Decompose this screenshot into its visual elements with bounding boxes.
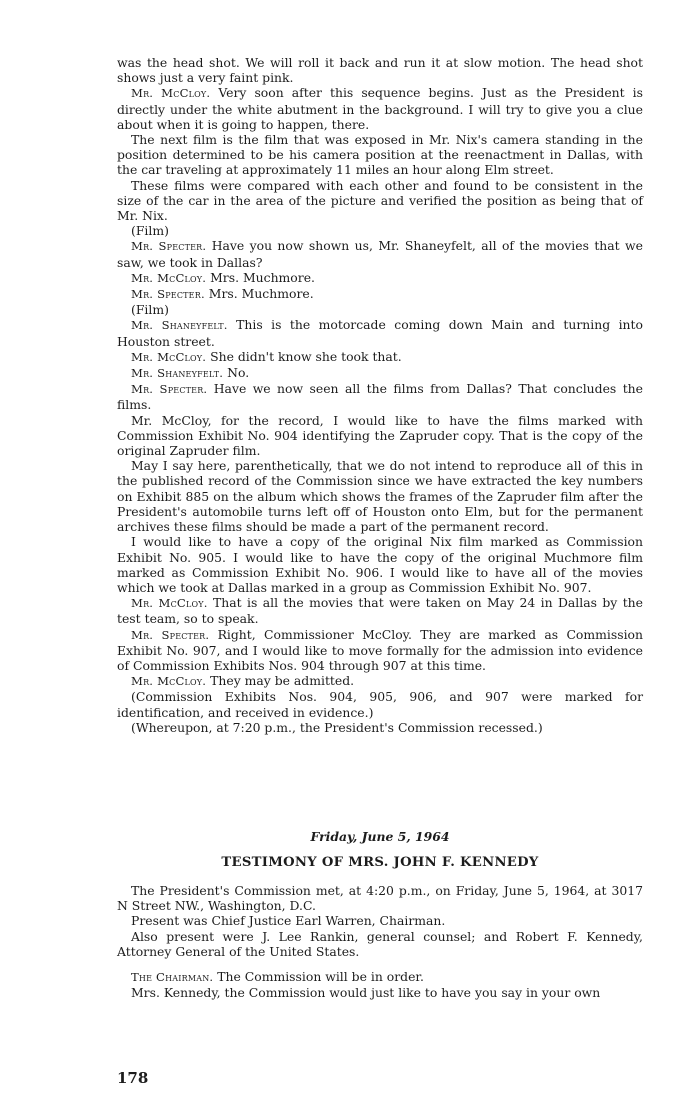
speech-text: She didn't know she took that. — [210, 348, 402, 364]
paragraph: Mrs. Kennedy, the Commission would just like to have you say in your own — [131, 985, 601, 1001]
speech-text: Very soon after this sequence begins. Just as the President is directly under the white abutment in the background. I will try to give you a clue about when it is going to happen, there. — [117, 85, 643, 132]
speaker-label: Mr. McCloy. — [131, 596, 208, 611]
transcript-bottom-section — [117, 883, 643, 1000]
speech-text: This is the motorcade coming down Main and turning into Houston street. — [117, 317, 643, 349]
paragraph: was the head shot. We will roll it back and run it at slow motion. The head shot shows just a very faint pink. — [117, 55, 643, 86]
speaker-label: Mr. Specter. — [131, 382, 208, 397]
paragraph — [117, 365, 643, 381]
paragraph: (Film) — [131, 223, 169, 239]
speaker-label: Mr. Shaneyfelt. — [131, 366, 224, 381]
speech-text: They may be admitted. — [210, 673, 355, 689]
paragraph: May I say here, parenthetically, that we do not intend to reproduce all of this in the published record of the Commission since we have extracted the key numbers on Exhibit 885 on the album which shows the frames of the Zapruder film after the President's automobile turns left off of Houston onto Elm, but for the permanent archives these films should be made a part of the permanent record. — [117, 458, 643, 535]
paragraph — [117, 270, 643, 286]
paragraph — [117, 627, 643, 674]
paragraph — [117, 286, 643, 302]
paragraph — [117, 349, 643, 365]
speech-text: Have we now seen all the films from Dallas? That concludes the films. — [117, 381, 643, 413]
paragraph — [117, 238, 643, 269]
paragraph: These films were compared with each other and found to be consistent in the size of the car in the area of the picture and verified the position as being that of Mr. Nix. — [117, 177, 643, 224]
paragraph: The next film is the film that was exposed in Mr. Nix's camera standing in the position determined to be his camera position at the reenactment in Dallas, with the car traveling at approximately 11 miles an hour along Elm street. — [117, 132, 643, 178]
speech-text: Have you now shown us, Mr. Shaneyfelt, all of the movies that we saw, we took in Dallas? — [117, 238, 643, 270]
paragraph — [117, 673, 643, 689]
speaker-label: Mr. McCloy. — [131, 349, 207, 364]
speaker-label: The Chairman. — [131, 970, 214, 985]
speaker-label: Mr. Shaneyfelt. — [131, 318, 228, 333]
page-number: 178 — [117, 1069, 149, 1087]
paragraph: Also present were J. Lee Rankin, general counsel; and Robert F. Kennedy, Attorney General of the United States. — [117, 928, 643, 959]
paragraph: (Film) — [131, 302, 169, 318]
paragraph: I would like to have a copy of the original Nix film marked as Commission Exhibit No. 905. I would like to have the copy of the original Muchmore film marked as Commission Exhibit No. 906. I would like to have all of the movies which we took at Dallas marked in a group as Commission Exhibit No. 907. — [117, 534, 643, 595]
speech-text: Mrs. Muchmore. — [210, 269, 315, 285]
paragraph: Mr. McCloy, for the record, I would like to have the films marked with Commission Exhibit No. 904 identifying the Zapruder copy. That is the copy of the original Zapruder film. — [117, 412, 643, 459]
paragraph — [117, 317, 643, 348]
session-date-heading: Friday, June 5, 1964 — [310, 829, 450, 844]
paragraph — [117, 381, 643, 412]
paragraph — [117, 595, 643, 626]
speech-text: Mrs. Muchmore. — [208, 286, 314, 302]
speaker-label: Mr. Specter. — [131, 287, 205, 302]
speaker-label: Mr. Specter. — [131, 239, 207, 254]
paragraph: (Whereupon, at 7:20 p.m., the President's Commission recessed.) — [131, 719, 543, 735]
speaker-label: Mr. McCloy. — [131, 674, 207, 689]
speech-text: Right, Commissioner McCloy. They are marked as Commission Exhibit No. 907, and I would like to move formally for the admission into evidence of Commission Exhibits Nos. 904 through 907 at this time. — [117, 626, 643, 673]
speech-text: That is all the movies that were taken on May 24 in Dallas by the test team, so to speak. — [117, 595, 643, 627]
speaker-label: Mr. Specter. — [131, 627, 210, 642]
speaker-label: Mr. McCloy. — [131, 86, 211, 101]
paragraph — [117, 969, 643, 985]
paragraph: (Commission Exhibits Nos. 904, 905, 906, and 907 were marked for identification, and received in evidence.) — [117, 689, 643, 720]
speaker-label: Mr. McCloy. — [131, 270, 207, 285]
speech-text: The Commission will be in order. — [217, 969, 424, 985]
paragraph — [117, 85, 643, 132]
transcript-top-section — [117, 55, 643, 735]
speech-text: No. — [227, 365, 250, 381]
testimony-title: TESTIMONY OF MRS. JOHN F. KENNEDY — [221, 855, 539, 870]
paragraph: The President's Commission met, at 4:20 p.m., on Friday, June 5, 1964, at 3017 N Street NW., Washington, D.C. — [117, 883, 643, 914]
paragraph: Present was Chief Justice Earl Warren, Chairman. — [131, 913, 446, 929]
